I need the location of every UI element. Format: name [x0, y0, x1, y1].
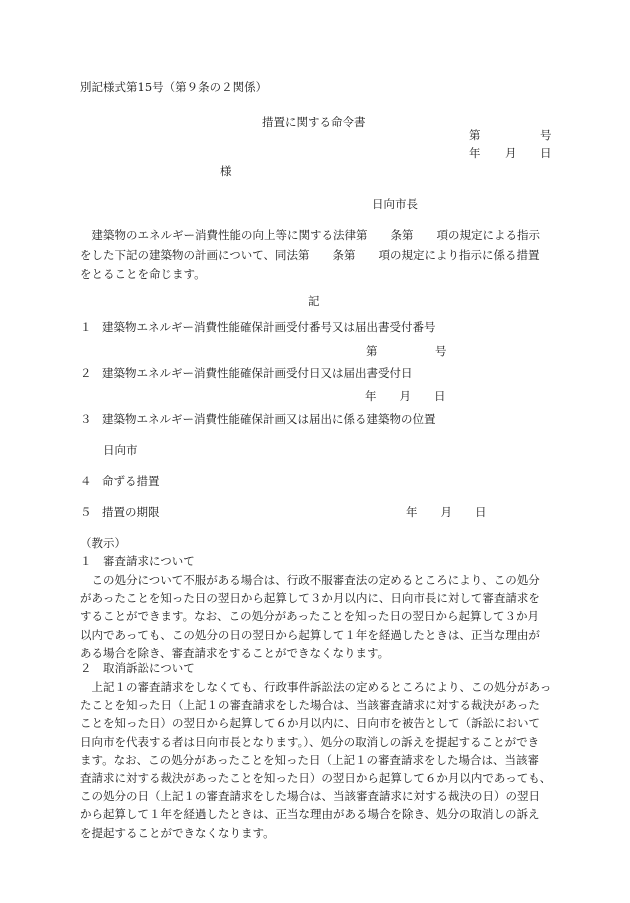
notice-line: から起算して１年を経過したときは、正当な理由がある場合を除き、処分の取消しの訴え	[80, 807, 540, 822]
intro-line: 建築物のエネルギー消費性能の向上等に関する法律第 条第 項の規定による指示	[80, 228, 540, 242]
notice-line: を提起することができなくなります。	[80, 825, 275, 840]
item-label: 命ずる措置	[102, 474, 160, 488]
notice-heading: （教示）	[80, 536, 126, 550]
doc-number-prefix: 第	[469, 128, 481, 142]
notice-line: 以内であっても、この処分の日の翌日から起算して１年を経過したときは、正当な理由が	[80, 627, 540, 642]
notice-section-title: ２ 取消訴訟について	[80, 661, 195, 675]
item-label: 建築物エネルギー消費性能確保計画又は届出に係る建築物の位置	[102, 412, 436, 426]
issuer: 日向市長	[372, 197, 418, 211]
notice-line: ことを知った日）の翌日から起算して６か月以内に、日向市を被告として（訴訟において	[80, 716, 540, 731]
date-month: 月	[505, 146, 517, 160]
notice-section-title: １ 審査請求について	[80, 554, 195, 568]
item-number: ４	[80, 474, 92, 488]
item-label: 措置の期限	[102, 505, 160, 519]
intro-line: をした下記の建築物の計画について、同法第 条第 項の規定により指示に係る措置	[80, 247, 540, 262]
notice-line: ます。なお、この処分があったことを知った日（上記１の審査請求をした場合は、当該審	[80, 752, 539, 767]
notice-line: この処分について不服がある場合は、行政不服審査法の定めるところにより、この処分	[80, 573, 540, 587]
notice-line: 査請求に対する裁決があったことを知った日）の翌日から起算して６か月以内であっても、	[80, 771, 552, 786]
item-value: 第 号	[366, 344, 447, 358]
item-label: 建築物エネルギー消費性能確保計画受付番号又は届出書受付番号	[102, 320, 436, 334]
doc-number-suffix: 号	[540, 128, 552, 142]
item-number: ５	[80, 505, 92, 519]
document-title: 措置に関する命令書	[262, 115, 366, 129]
item-number: ２	[80, 366, 92, 380]
item-number: １	[80, 320, 92, 334]
notice-section-body	[80, 571, 560, 662]
item-number: ３	[80, 412, 92, 426]
form-label: 別記様式第15号（第９条の２関係）	[80, 80, 268, 94]
notice-line: ある場合を除き、審査請求をすることができなくなります。	[80, 645, 390, 660]
date-day: 日	[540, 146, 552, 160]
notice-line: することができます。なお、この処分があったことを知った日の翌日から起算して３か月	[80, 609, 539, 624]
item-value: 日向市	[103, 443, 138, 457]
addressee-suffix: 様	[220, 164, 232, 178]
notice-section-body	[80, 678, 560, 842]
date-year: 年	[469, 146, 481, 160]
intro-paragraph	[80, 226, 560, 285]
notice-line: たことを知った日（上記１の審査請求をした場合は、当該審査請求に対する裁決があった	[80, 698, 540, 713]
item-value: 年 月 日	[406, 505, 487, 519]
notice-line: 上記１の審査請求をしなくても、行政事件訴訟法の定めるところにより、この処分があっ	[80, 680, 552, 694]
notice-line: この処分の日（上記１の審査請求をした場合は、当該審査請求に対する裁決の日）の翌日	[80, 789, 540, 804]
intro-line: をとることを命じます。	[80, 267, 206, 281]
notice-line: 日向市を代表する者は日向市長となります。）、処分の取消しの訴えを提起することができ	[80, 734, 540, 749]
item-value: 年 月 日	[365, 389, 446, 403]
item-label: 建築物エネルギー消費性能確保計画受付日又は届出書受付日	[102, 366, 413, 380]
notice-line: があったことを知った日の翌日から起算して３か月以内に、日向市長に対して審査請求を	[80, 591, 540, 606]
ki-heading: 記	[308, 294, 320, 308]
